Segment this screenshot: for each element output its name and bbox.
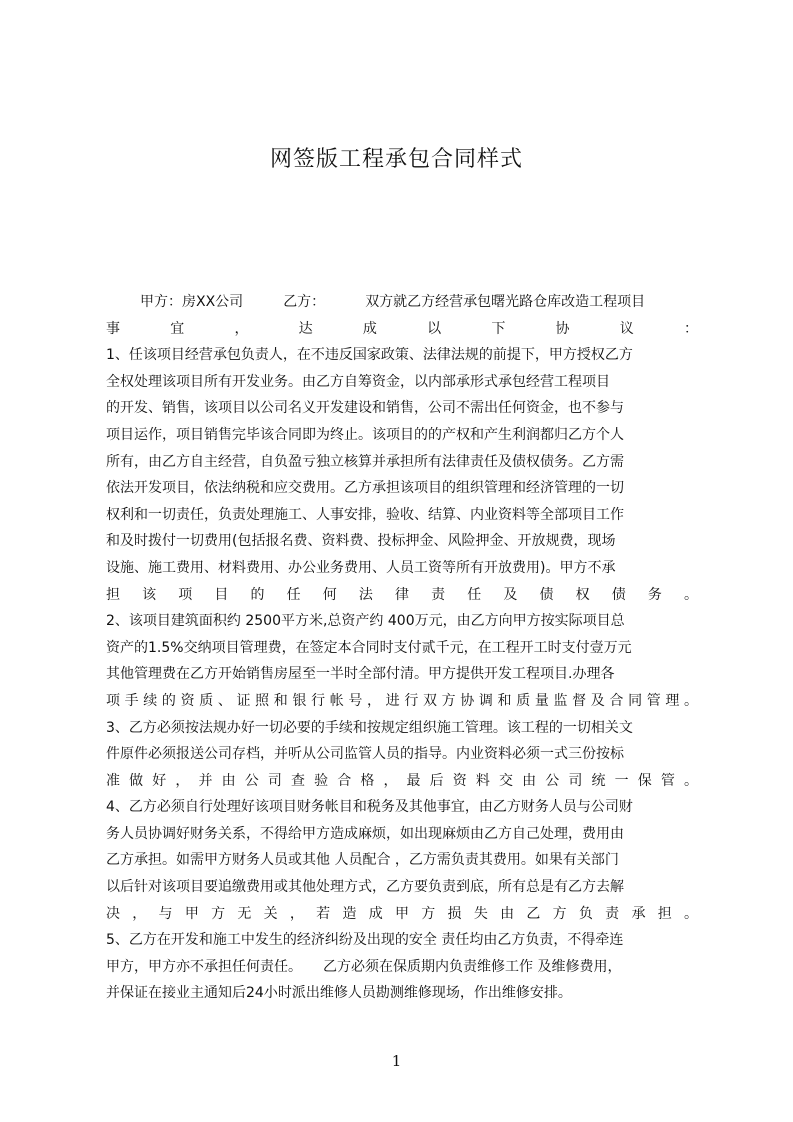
body-line: 所有，由乙方自主经营，自负盈亏独立核算并承担所有法律责任及债权债务。乙方需 [106,453,624,470]
party-b: 乙方： [283,294,326,310]
body-line: 全权处理该项目所有开发业务。由乙方自筹资金，以内部承形式承包经营工程项目 [106,373,610,390]
party-a: 甲方：房XX公司 [140,294,244,310]
body-line: 项目运作，项目销售完毕该合同即为终止。该项目的的产权和产生利润都归乙方个人 [106,426,624,443]
body-line: 3、乙方必须按法规办好一切必要的手续和按规定组织施工管理。该工程的一切相关文 [106,719,633,736]
body-line: 并保证在接业主通知后24小时派出维修人员勘测维修现场，作出维修安排。 [106,985,572,1002]
body-line: 权利和一切责任，负责处理施工、人事安排，验收、结算、内业资料等全部项目工作 [106,506,624,523]
body-line: 准做好，并由公司查验合格，最后资料交由公司统一保管。 [106,772,698,789]
body-line: 的开发、销售，该项目以公司名义开发建设和销售，公司不需出任何资金，也不参与 [106,400,624,417]
body-line: 以后针对该项目要追缴费用或其他处理方式，乙方要负责到底，所有总是有乙方去解 [106,879,624,896]
body-line: 1、任该项目经营承包负责人，在不违反国家政策、法律法规的前提下，甲方授权乙方 [106,347,633,364]
body-line: 件原件必须报送公司存档，并听从公司监管人员的指导。内业资料必须一式三份按标 [106,746,624,763]
body-line: 和及时拨付一切费用(包括报名费、资料费、投标押金、风险押金、开放规费，现场 [106,533,616,550]
contract-body [106,289,698,1007]
body-line: 乙方承担。如需甲方财务人员或其他 人员配合 ，乙方需负责其费用。如果有关部门 [106,852,619,869]
body-line: 依法开发项目，依法纳税和应交费用。乙方承担该项目的组织管理和经济管理的一切 [106,480,624,497]
body-line: 务人员协调好财务关系，不得给甲方造成麻烦，如出现麻烦由乙方自己处理，费用由 [106,825,624,842]
body-line: 担该项目的任何法律责任及债权债务。 [106,586,698,603]
body-line: 决，与甲方无关，若造成甲方损失由乙方负责承担。 [106,905,698,922]
body-line: 项手续的资质、证照和银行帐号，进行双方协调和质量监督及合同管理。 [106,692,698,709]
body-line: 5、乙方在开发和施工中发生的经济纠纷及出现的安全 责任均由乙方负责，不得牵连 [106,932,624,949]
body-line: 4、乙方必须自行处理好该项目财务帐目和税务及其他事宜，由乙方财务人员与公司财 [106,799,633,816]
intro-line [106,289,698,316]
intro-tail: 双方就乙方经营承包曙光路仓库改造工程项目 [365,294,646,310]
page-number: 1 [391,1052,402,1070]
body-line: 2、该项目建筑面积约 2500平方米,总资产约 400万元，由乙方向甲方按实际项目总 [106,613,625,630]
body-line: 甲方，甲方亦不承担任何责任。 乙方必须在保质期内负责维修工作 及维修费用， [106,958,622,975]
body-line: 资产的1.5%交纳项目管理费，在签定本合同时支付贰千元，在工程开工时支付壹万元 [106,639,632,656]
document-title: 网签版工程承包合同样式 [269,147,523,172]
body-line: 事宜，达成以下协议： [106,320,698,337]
body-line: 设施、施工费用、材料费用、办公业务费用、人员工资等所有开放费用)。甲方不承 [106,559,616,576]
body-line: 其他管理费在乙方开始销售房屋至一半时全部付清。甲方提供开发工程项目.办理各 [106,666,615,683]
